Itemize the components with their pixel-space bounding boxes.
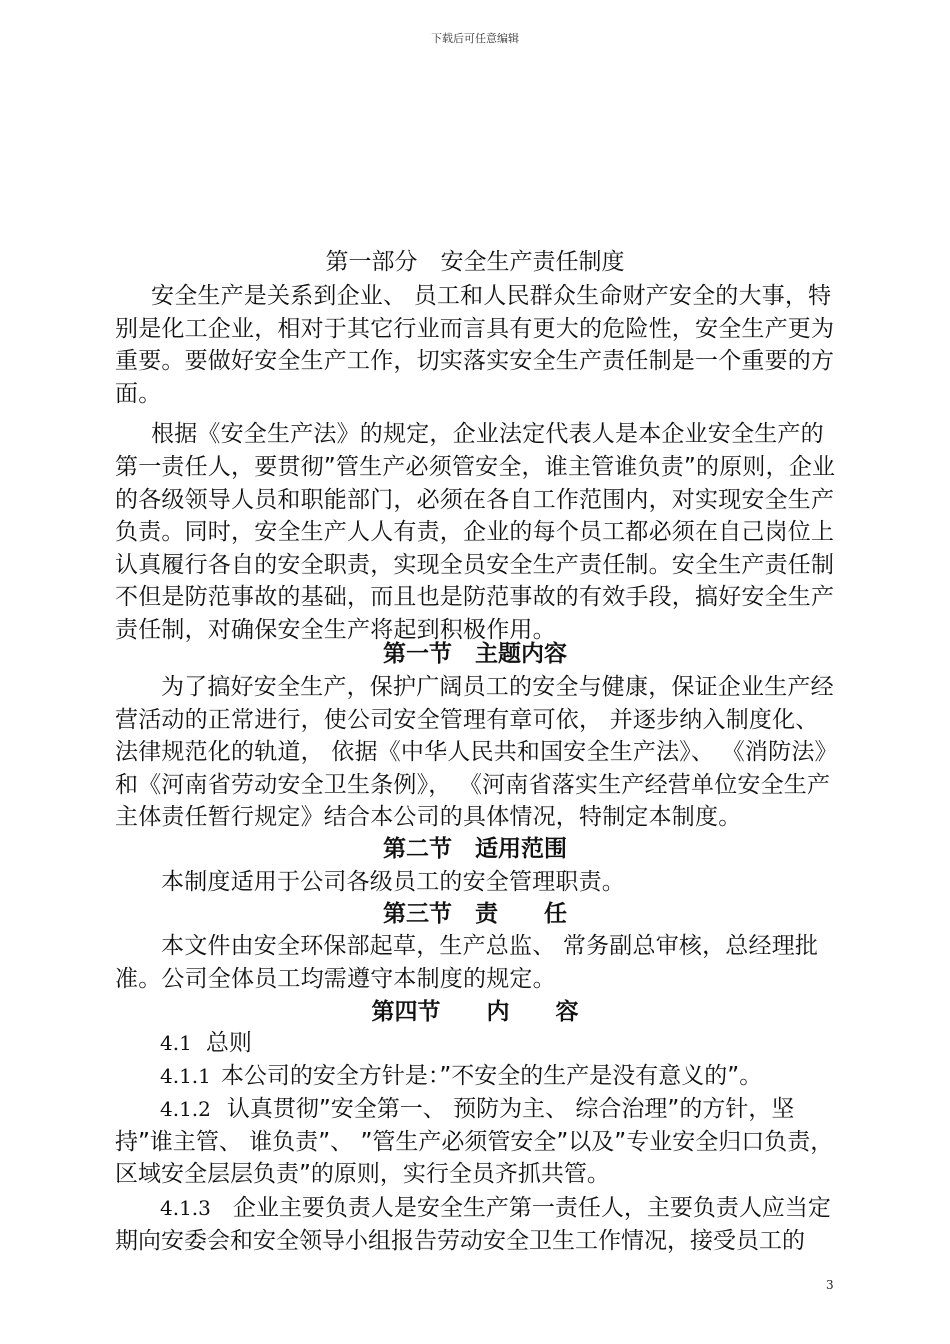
section-heading: 第四节 内 容 <box>371 999 579 1025</box>
section-heading: 第二节 适用范围 <box>383 836 567 862</box>
intro-section <box>115 280 837 647</box>
clause-text: 企业主要负责人是安全生产第一责任人，主要负责人应当定期向安委会和安全领导小组报告劳动安全卫生工作情况，接受员工的 <box>115 1195 831 1254</box>
clause-text: 总则 <box>205 1030 252 1056</box>
clause-number: 4.1.2 <box>160 1097 211 1121</box>
clause-block <box>115 1192 837 1257</box>
section-body <box>115 930 837 995</box>
section-paragraph: 本文件由安全环保部起草，生产总监、 常务副总审核，总经理批准。公司全体员工均需遵守本制度的规定。 <box>115 933 819 992</box>
section-body <box>115 866 837 899</box>
page-number: 3 <box>826 1278 834 1292</box>
clause-number: 4.1.3 <box>160 1196 211 1220</box>
intro-paragraph: 根据《安全生产法》的规定，企业法定代表人是本企业安全生产的第一责任人，要贯彻”管生产必须管安全，谁主管谁负责”的原则，企业的各级领导人员和职能部门，必须在各自工作范围内，对实现安全生产负责。同时，安全生产人人有责，企业的每个员工都必须在自己岗位上认真履行各自的安全职责，实现全员安全生产责任制。安全生产责任制不但是防范事故的基础，而且也是防范事故的有效手段，搞好安全生产责任制，对确保安全生产将起到积极作用。 <box>115 421 836 643</box>
section-paragraph: 为了搞好安全生产，保护广阔员工的安全与健康，保证企业生产经营活动的正常进行，使公司安全管理有章可依， 并逐步纳入制度化、法律规范化的轨道， 依据《中华人民共和国安全生产法》、 《消防法》和《河南省劳动安全卫生条例》， 《河南省落实生产经营单位安全生产主体责任暂行规定》结合本公司的具体情况，特制定本制度。 <box>115 674 834 831</box>
page-header-note: 下载后可任意编辑 <box>431 32 519 45</box>
section-heading: 第三节 责 任 <box>383 901 567 927</box>
clause-text: 本公司的安全方针是：”不安全的生产是没有意义的”。 <box>220 1063 763 1089</box>
clause-number: 4.1 <box>160 1031 192 1055</box>
clause-text: 认真贯彻”安全第一、 预防为主、 综合治理”的方针，坚持”谁主管、 谁负责”、 ”管生产必须管安全”以及”专业安全归口负责，区域安全层层负责”的原则，实行全员齐抓共管。 <box>115 1096 834 1188</box>
clause-line <box>160 1060 762 1093</box>
clause-line <box>160 1027 252 1060</box>
section-body <box>115 671 837 834</box>
intro-paragraph: 安全生产是关系到企业、 员工和人民群众生命财产安全的大事，特别是化工企业，相对于其它行业而言具有更大的危险性，安全生产更为重要。要做好安全生产工作，切实落实安全生产责任制是一个重要的方面。 <box>115 283 835 407</box>
section-heading: 第一节 主题内容 <box>383 641 567 667</box>
clause-number: 4.1.1 <box>160 1064 211 1088</box>
section-paragraph: 本制度适用于公司各级员工的安全管理职责。 <box>161 869 625 895</box>
clause-block <box>115 1093 837 1191</box>
part-title: 第一部分 安全生产责任制度 <box>325 249 625 275</box>
